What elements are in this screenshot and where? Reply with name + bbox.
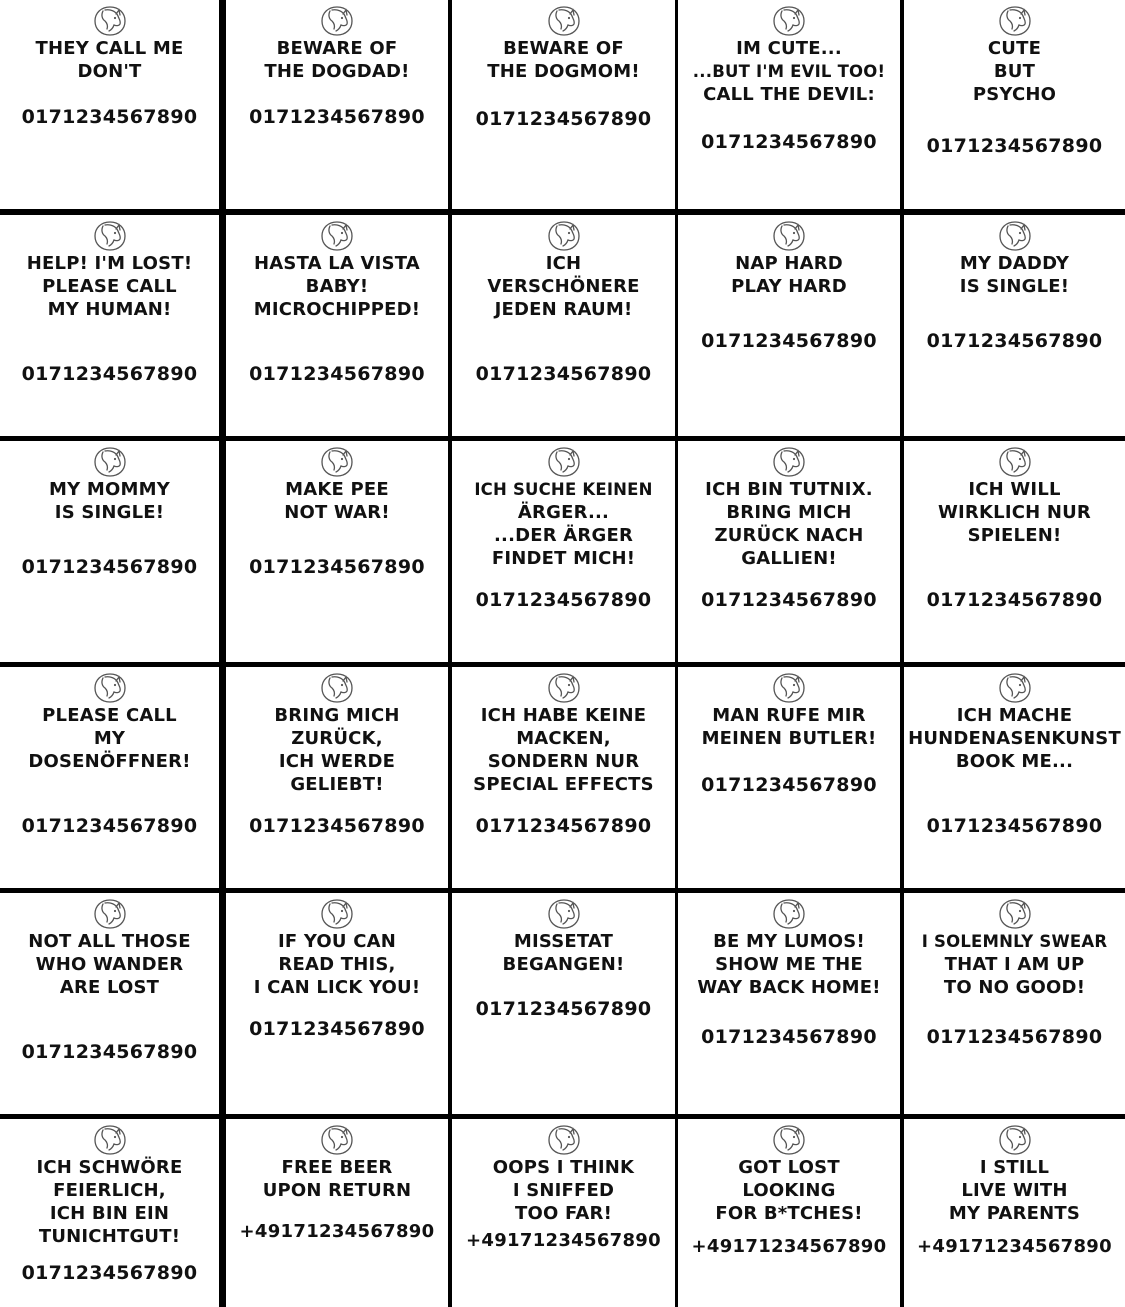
slogan-line: MY PARENTS <box>948 1203 1081 1224</box>
phone-number: 0171234567890 <box>249 815 425 837</box>
phone-number: +49171234567890 <box>239 1221 435 1242</box>
slogan-line: WIRKLICH NUR <box>937 502 1091 523</box>
dog-head-logo-icon <box>997 446 1033 478</box>
slogan-line: PLEASE CALL <box>42 705 177 726</box>
slogan-line: THEY CALL ME <box>35 38 184 59</box>
slogan-line: I STILL <box>979 1157 1050 1178</box>
slogan-line: ICH WILL <box>968 479 1061 500</box>
phone-number: 0171234567890 <box>701 774 877 796</box>
slogan-line: BRING MICH <box>274 705 400 726</box>
slogan-line: ICH MACHE <box>956 705 1073 726</box>
slogan-line: ICH BIN EIN <box>49 1203 170 1224</box>
phone-number: 0171234567890 <box>21 1262 198 1284</box>
slogan-line: IS SINGLE! <box>959 276 1070 297</box>
tag-slogan <box>226 930 448 999</box>
tag-slogan <box>226 37 448 83</box>
dog-tag-tile <box>904 215 1125 436</box>
tag-slogan <box>904 1156 1125 1225</box>
slogan-line: MICROCHIPPED! <box>253 299 421 320</box>
slogan-line: GELIEBT! <box>290 774 384 795</box>
tag-slogan <box>678 37 900 106</box>
tag-slogan <box>0 704 219 773</box>
slogan-line: PLEASE CALL <box>42 276 177 297</box>
phone-number: 0171234567890 <box>701 1026 877 1048</box>
tag-slogan <box>452 1156 675 1225</box>
dog-tag-tile <box>904 893 1125 1114</box>
slogan-line: MAN RUFE MIR <box>712 705 866 726</box>
dog-head-logo-icon <box>319 1124 355 1156</box>
slogan-line: IF YOU CAN <box>277 931 397 952</box>
slogan-line: FINDET MICH! <box>491 548 636 569</box>
dog-tag-tile <box>904 667 1125 888</box>
slogan-line: I SOLEMNLY SWEAR <box>921 932 1108 951</box>
dog-head-logo-icon <box>771 1124 807 1156</box>
slogan-line: MY HUMAN! <box>47 299 172 320</box>
slogan-line: ZURÜCK NACH <box>714 525 864 546</box>
dog-tag-tile <box>0 667 219 888</box>
slogan-line: TUNICHTGUT! <box>38 1226 181 1247</box>
phone-number: 0171234567890 <box>475 363 652 385</box>
dog-head-logo-icon <box>546 898 582 930</box>
dog-tag-tile <box>452 667 675 888</box>
slogan-line: THAT I AM UP <box>944 954 1085 975</box>
slogan-line: THE DOGDAD! <box>264 61 410 82</box>
slogan-line: SPECIAL EFFECTS <box>473 774 654 795</box>
tag-slogan <box>0 252 219 321</box>
dog-head-logo-icon <box>546 672 582 704</box>
slogan-line: UPON RETURN <box>262 1180 412 1201</box>
dog-tag-tile <box>0 441 219 662</box>
dog-head-logo-icon <box>997 898 1033 930</box>
tag-slogan <box>678 478 900 570</box>
phone-number: 0171234567890 <box>926 135 1103 157</box>
slogan-line: MEINEN BUTLER! <box>701 728 877 749</box>
phone-number: +49171234567890 <box>691 1236 887 1257</box>
phone-number: 0171234567890 <box>21 1041 198 1063</box>
tag-slogan <box>226 704 448 796</box>
dog-head-logo-icon <box>92 898 128 930</box>
slogan-line: GALLIEN! <box>741 548 837 569</box>
dog-tag-tile <box>678 441 900 662</box>
dog-tag-tile <box>452 893 675 1114</box>
dog-head-logo-icon <box>92 1124 128 1156</box>
slogan-line: MACKEN, <box>516 728 611 749</box>
tag-slogan <box>0 1156 219 1248</box>
phone-number: 0171234567890 <box>21 363 198 385</box>
dog-head-logo-icon <box>319 898 355 930</box>
slogan-line: MISSETAT <box>513 931 614 952</box>
dog-head-logo-icon <box>771 446 807 478</box>
slogan-line: ...DER ÄRGER <box>494 525 633 546</box>
tag-slogan <box>904 930 1125 999</box>
dog-head-logo-icon <box>771 672 807 704</box>
phone-number: 0171234567890 <box>475 998 652 1020</box>
slogan-line: JEDEN RAUM! <box>494 299 633 320</box>
slogan-line: CUTE <box>987 38 1042 59</box>
tag-slogan <box>452 704 675 796</box>
slogan-line: HELP! I'M LOST! <box>26 253 193 274</box>
tag-slogan <box>678 1156 900 1225</box>
phone-number: 0171234567890 <box>249 106 425 128</box>
slogan-line: ...BUT I'M EVIL TOO! <box>692 62 886 81</box>
tag-slogan <box>678 930 900 999</box>
slogan-line: MY DADDY <box>959 253 1070 274</box>
tag-slogan <box>904 478 1125 547</box>
slogan-line: VERSCHÖNERE <box>487 276 640 297</box>
phone-number: 0171234567890 <box>926 330 1103 352</box>
slogan-line: ÄRGER... <box>517 502 610 523</box>
tag-slogan <box>452 930 675 976</box>
slogan-line: PLAY HARD <box>731 276 847 297</box>
dog-tag-tile <box>678 215 900 436</box>
dog-head-logo-icon <box>997 5 1033 37</box>
tag-slogan <box>904 252 1125 298</box>
dog-tag-tile <box>226 667 448 888</box>
dog-head-logo-icon <box>92 672 128 704</box>
phone-number: 0171234567890 <box>701 330 877 352</box>
dog-head-logo-icon <box>771 5 807 37</box>
tag-slogan <box>904 37 1125 106</box>
dog-tag-tile <box>904 0 1125 209</box>
dog-head-logo-icon <box>92 5 128 37</box>
slogan-line: ZURÜCK, <box>291 728 383 749</box>
phone-number: +49171234567890 <box>917 1236 1112 1257</box>
dog-head-logo-icon <box>546 220 582 252</box>
slogan-line: I CAN LICK YOU! <box>253 977 421 998</box>
dog-head-logo-icon <box>319 220 355 252</box>
tag-slogan <box>226 478 448 524</box>
dog-tag-tile <box>0 1119 219 1307</box>
slogan-line: FREE BEER <box>281 1157 393 1178</box>
slogan-line: HUNDENASENKUNST <box>908 728 1121 749</box>
phone-number: 0171234567890 <box>926 1026 1103 1048</box>
dog-tag-tile <box>678 1119 900 1307</box>
dog-head-logo-icon <box>997 1124 1033 1156</box>
phone-number: +49171234567890 <box>466 1230 661 1251</box>
tag-slogan <box>0 37 219 83</box>
dog-tag-tile <box>0 215 219 436</box>
slogan-line: DOSENÖFFNER! <box>28 751 191 772</box>
slogan-line: ICH <box>545 253 582 274</box>
slogan-line: IM CUTE... <box>736 38 842 59</box>
phone-number: 0171234567890 <box>249 556 425 578</box>
slogan-line: BE MY LUMOS! <box>713 931 865 952</box>
dog-tag-tile <box>0 893 219 1114</box>
slogan-line: READ THIS, <box>278 954 396 975</box>
dog-head-logo-icon <box>546 5 582 37</box>
slogan-line: WAY BACK HOME! <box>697 977 881 998</box>
dog-head-logo-icon <box>997 672 1033 704</box>
dog-tag-tile <box>452 441 675 662</box>
slogan-line: THE DOGMOM! <box>487 61 640 82</box>
tag-slogan <box>678 704 900 750</box>
dog-tag-tile <box>452 1119 675 1307</box>
dog-tag-tile <box>226 893 448 1114</box>
dog-tag-tile <box>226 441 448 662</box>
phone-number: 0171234567890 <box>475 589 652 611</box>
dog-head-logo-icon <box>771 220 807 252</box>
slogan-line: FOR B*TCHES! <box>715 1203 863 1224</box>
phone-number: 0171234567890 <box>249 363 425 385</box>
slogan-line: WHO WANDER <box>35 954 184 975</box>
slogan-line: ICH SUCHE KEINEN <box>474 480 653 499</box>
slogan-line: I SNIFFED <box>512 1180 615 1201</box>
slogan-line: DON'T <box>77 61 142 82</box>
slogan-line: ARE LOST <box>59 977 160 998</box>
phone-number: 0171234567890 <box>701 589 877 611</box>
phone-number: 0171234567890 <box>249 1018 425 1040</box>
slogan-line: FEIERLICH, <box>53 1180 166 1201</box>
dog-head-logo-icon <box>546 446 582 478</box>
slogan-line: BOOK ME... <box>955 751 1074 772</box>
slogan-line: CALL THE DEVIL: <box>703 84 875 105</box>
tag-slogan <box>452 37 675 83</box>
slogan-line: LOOKING <box>742 1180 836 1201</box>
slogan-line: HASTA LA VISTA <box>254 253 420 274</box>
slogan-line: ICH BIN TUTNIX. <box>705 479 873 500</box>
dog-tag-tile <box>904 441 1125 662</box>
dog-head-logo-icon <box>546 1124 582 1156</box>
slogan-line: BUT <box>993 61 1036 82</box>
dog-tag-tile <box>226 1119 448 1307</box>
dog-tag-tile <box>678 893 900 1114</box>
slogan-line: NOT WAR! <box>284 502 390 523</box>
phone-number: 0171234567890 <box>926 589 1103 611</box>
slogan-line: TOO FAR! <box>515 1203 612 1224</box>
slogan-line: BEWARE OF <box>503 38 624 59</box>
phone-number: 0171234567890 <box>926 815 1103 837</box>
dog-head-logo-icon <box>92 446 128 478</box>
dog-tag-tile <box>904 1119 1125 1307</box>
slogan-line: OOPS I THINK <box>492 1157 635 1178</box>
tag-slogan <box>0 478 219 524</box>
slogan-line: MY MOMMY <box>49 479 170 500</box>
tag-slogan <box>0 930 219 999</box>
tag-slogan <box>452 252 675 321</box>
slogan-line: SHOW ME THE <box>715 954 863 975</box>
phone-number: 0171234567890 <box>21 106 198 128</box>
tag-slogan <box>452 478 675 570</box>
slogan-line: IS SINGLE! <box>54 502 165 523</box>
phone-number: 0171234567890 <box>701 131 877 153</box>
slogan-line: GOT LOST <box>738 1157 840 1178</box>
slogan-line: LIVE WITH <box>961 1180 1068 1201</box>
dog-head-logo-icon <box>997 220 1033 252</box>
phone-number: 0171234567890 <box>21 556 198 578</box>
dog-tag-tile <box>678 0 900 209</box>
phone-number: 0171234567890 <box>475 108 652 130</box>
dog-tag-tile <box>452 215 675 436</box>
dog-head-logo-icon <box>319 446 355 478</box>
slogan-line: BEGANGEN! <box>502 954 625 975</box>
slogan-line: MAKE PEE <box>285 479 389 500</box>
dog-tag-tile <box>226 0 448 209</box>
tag-slogan <box>904 704 1125 773</box>
dog-tag-tile <box>678 667 900 888</box>
dog-head-logo-icon <box>771 898 807 930</box>
slogan-line: ICH WERDE <box>278 751 396 772</box>
tag-slogan <box>226 1156 448 1202</box>
dog-head-logo-icon <box>92 220 128 252</box>
dog-head-logo-icon <box>319 672 355 704</box>
slogan-line: ICH SCHWÖRE <box>36 1157 183 1178</box>
phone-number: 0171234567890 <box>475 815 652 837</box>
slogan-line: SPIELEN! <box>967 525 1062 546</box>
slogan-line: SONDERN NUR <box>487 751 640 772</box>
slogan-line: PSYCHO <box>972 84 1057 105</box>
slogan-line: TO NO GOOD! <box>943 977 1086 998</box>
slogan-line: BABY! <box>305 276 369 297</box>
dog-tag-tile <box>452 0 675 209</box>
slogan-line: NAP HARD <box>735 253 843 274</box>
slogan-line: BRING MICH <box>726 502 852 523</box>
dog-tag-tile <box>226 215 448 436</box>
slogan-line: ICH HABE KEINE <box>480 705 647 726</box>
dog-head-logo-icon <box>319 5 355 37</box>
slogan-line: MY <box>93 728 126 749</box>
tag-slogan <box>678 252 900 298</box>
slogan-line: NOT ALL THOSE <box>28 931 191 952</box>
slogan-line: BEWARE OF <box>276 38 398 59</box>
phone-number: 0171234567890 <box>21 815 198 837</box>
tag-slogan <box>226 252 448 321</box>
dog-tag-tile <box>0 0 219 209</box>
